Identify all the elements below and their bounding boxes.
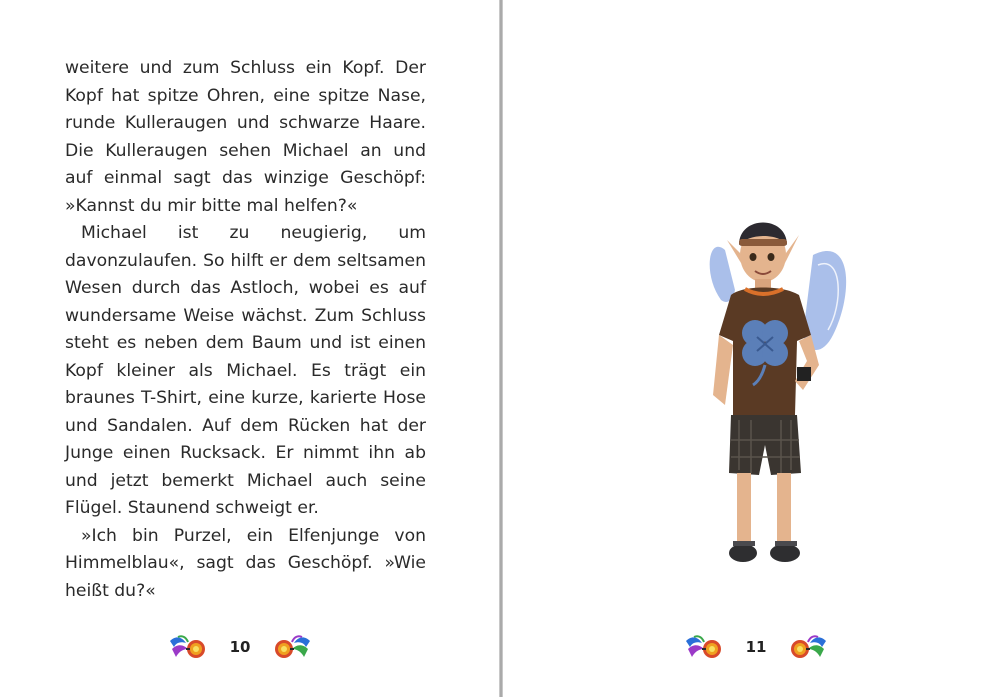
page-number: 11 bbox=[745, 638, 767, 656]
paragraph-2: Michael ist zu neugierig, um davonzulaufen. So hilft er dem seltsamen Wesen durch das Astloch, wobei es auf wundersame Weise wächst. Zum Schluss steht es neben dem Baum und ist einen Kopf kleiner als Michael. Es trägt ein braunes T-Shirt, eine kurze, karierte Hose und Sandalen. Auf dem Rücken hat der Junge einen Rucksack. Er nimmt ihn ab und jetzt bemerkt Michael auch seine Flügel. Staunend schweigt er. bbox=[65, 223, 426, 518]
right-page bbox=[503, 0, 1000, 697]
story-text bbox=[65, 55, 426, 605]
paragraph-3: »Ich bin Purzel, ein Elfenjunge von Himmelblau«, sagt das Geschöpf. »Wie heißt du?« bbox=[65, 525, 426, 601]
right-page-footer bbox=[684, 630, 828, 664]
paragraph-1: weitere und zum Schluss ein Kopf. Der Kopf hat spitze Ohren, eine spitze Nase, runde Kulleraugen und schwarze Haare. Die Kulleraugen sehen Michael an und auf einmal sagt das winzige Geschöpf: »Kannst du mir bitte mal helfen?« bbox=[65, 58, 426, 216]
left-page-footer bbox=[168, 630, 312, 664]
flower-ornament-left-icon bbox=[168, 633, 208, 661]
flower-ornament-left-icon bbox=[684, 633, 724, 661]
elf-boy-purzel-icon bbox=[703, 205, 853, 584]
flower-ornament-right-icon bbox=[272, 633, 312, 661]
page-number: 10 bbox=[229, 638, 251, 656]
flower-ornament-right-icon bbox=[788, 633, 828, 661]
